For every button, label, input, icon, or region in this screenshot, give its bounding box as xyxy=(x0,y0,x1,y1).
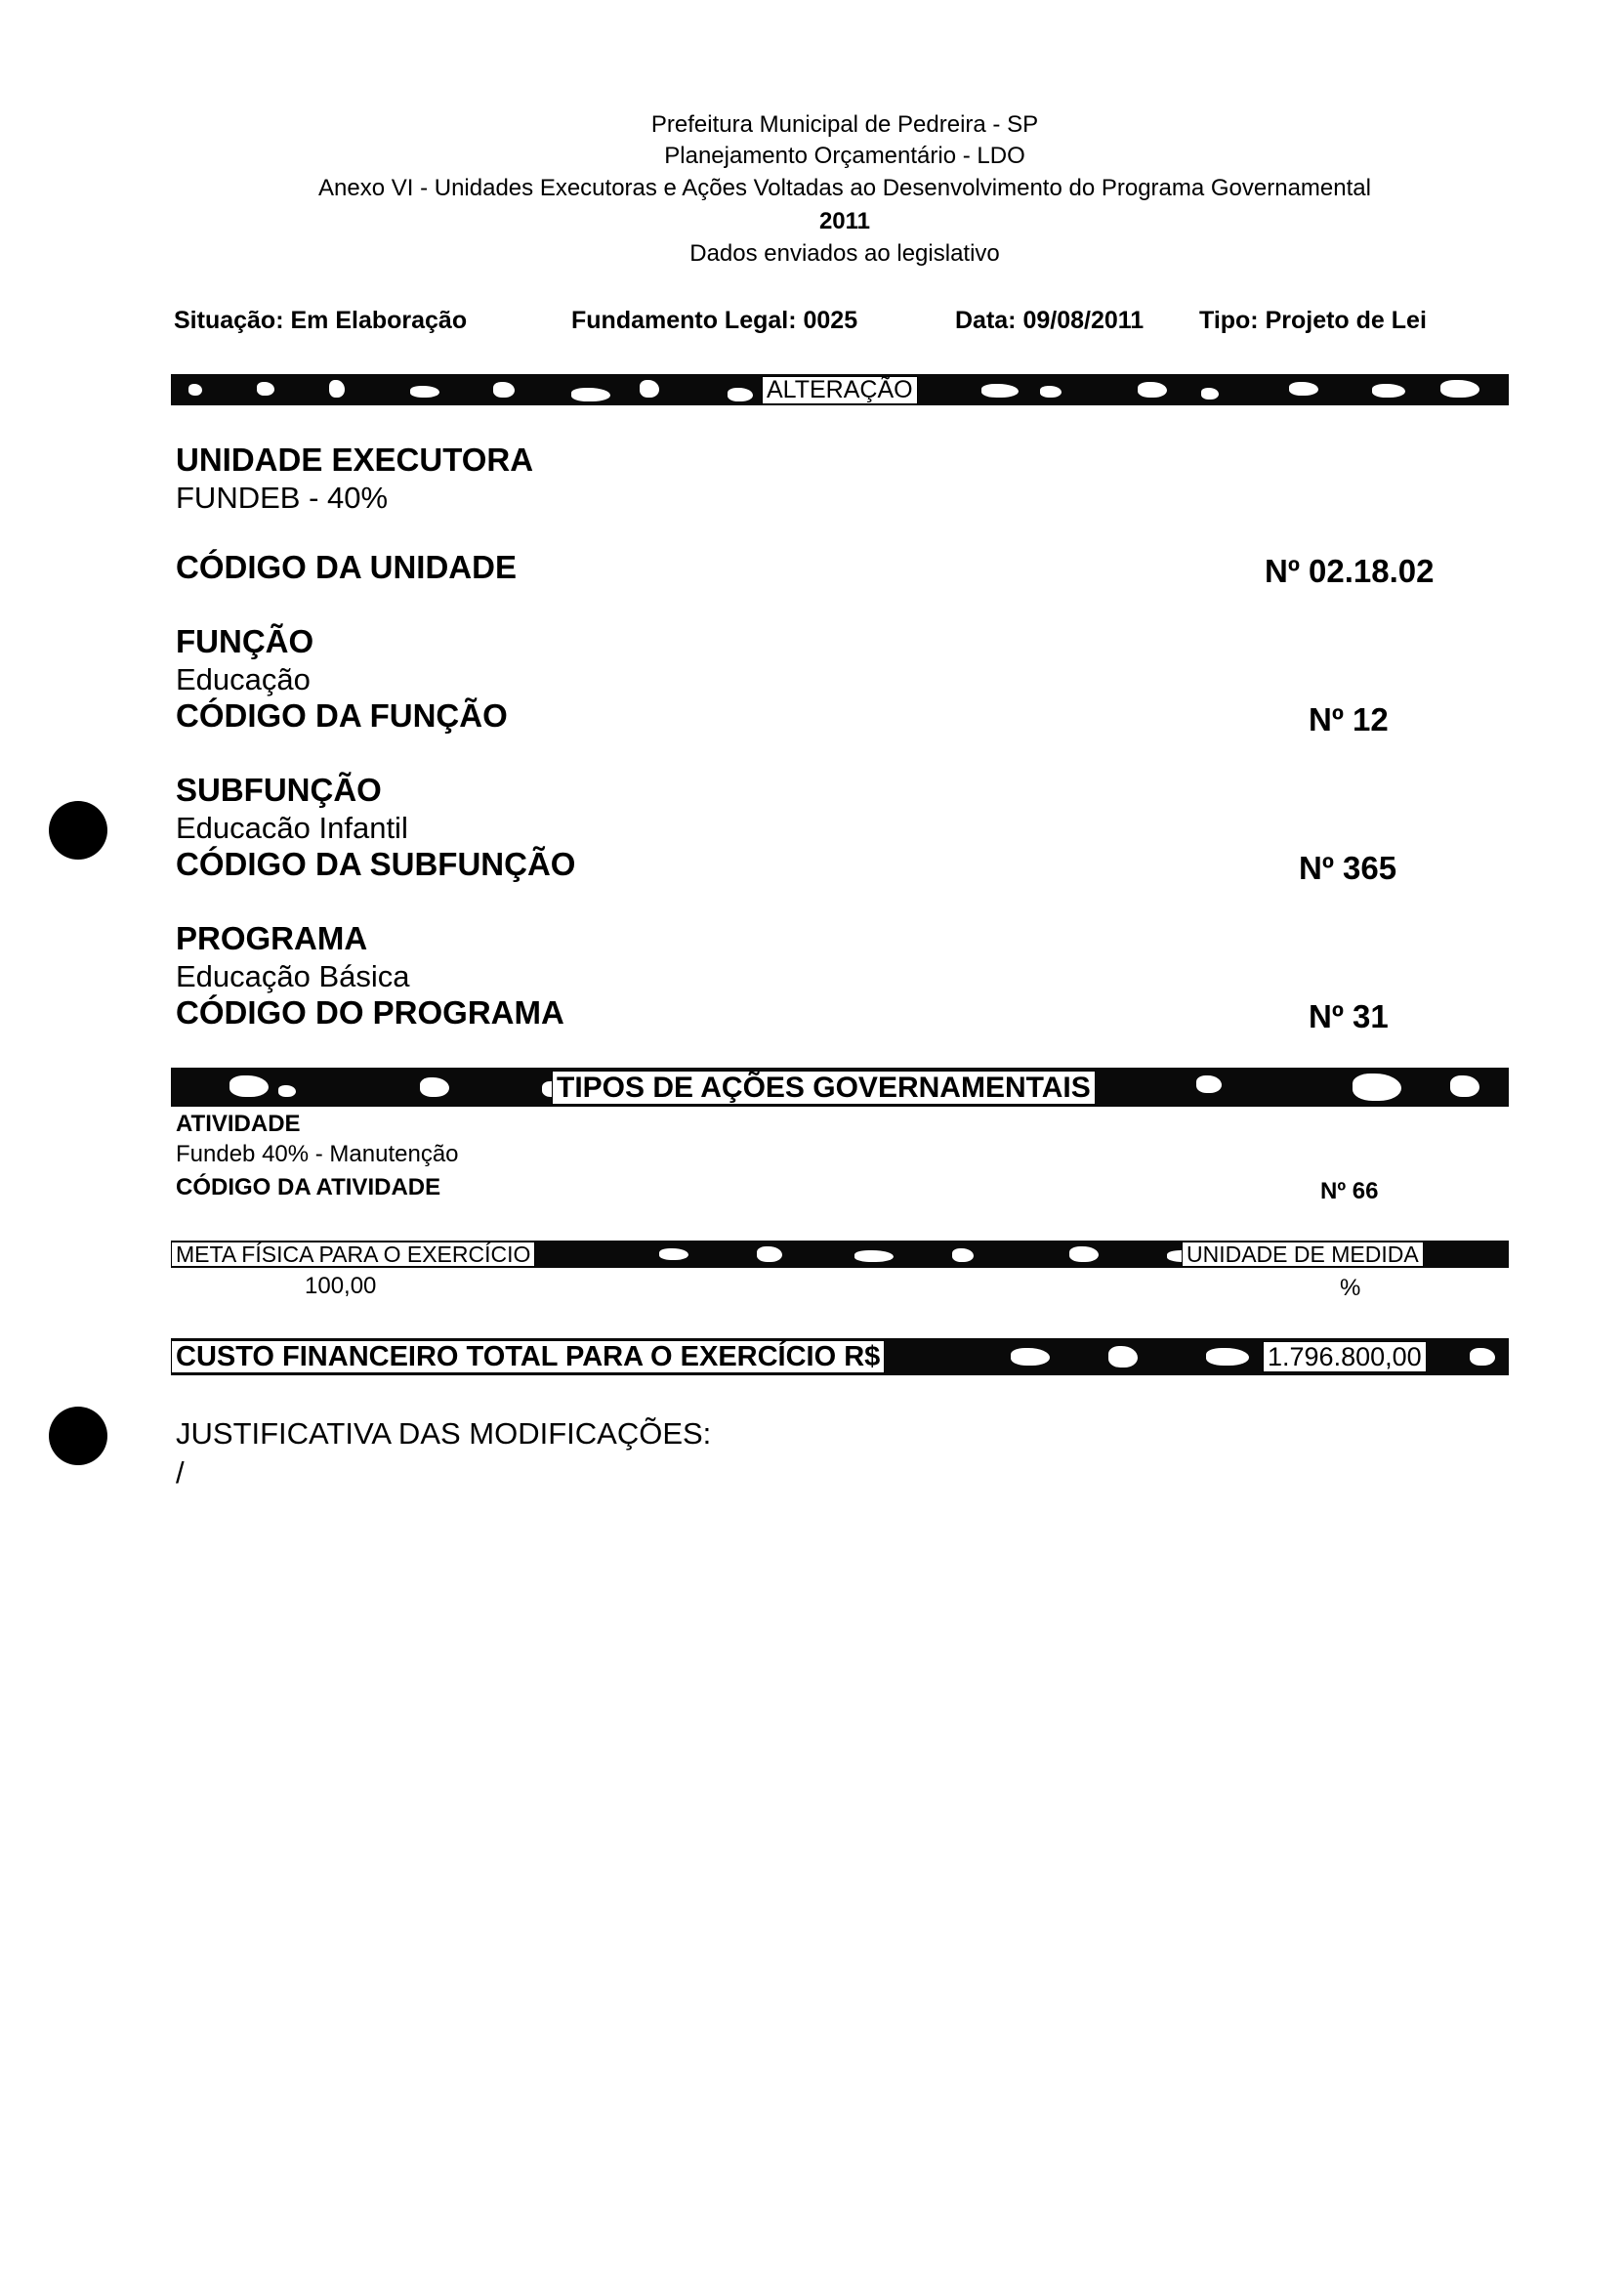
meta-fisica-label: META FÍSICA PARA O EXERCÍCIO xyxy=(171,1242,535,1267)
unidade-executora-value: FUNDEB - 40% xyxy=(176,481,389,515)
header-annex: Anexo VI - Unidades Executoras e Ações Voltadas ao Desenvolvimento do Programa Governamental xyxy=(318,175,1371,201)
codigo-atividade-heading: CÓDIGO DA ATIVIDADE xyxy=(176,1174,441,1200)
custo-financeiro-bar xyxy=(171,1338,1509,1375)
punch-hole-bottom xyxy=(49,1407,107,1465)
tipo: Tipo: Projeto de Lei xyxy=(1199,307,1427,334)
alteracao-label: ALTERAÇÃO xyxy=(762,376,918,404)
atividade-value: Fundeb 40% - Manutenção xyxy=(176,1141,459,1167)
codigo-unidade-heading: CÓDIGO DA UNIDADE xyxy=(176,549,517,585)
unidade-medida-label: UNIDADE DE MEDIDA xyxy=(1182,1242,1424,1267)
codigo-unidade-value: Nº 02.18.02 xyxy=(1265,553,1435,589)
meta-fisica-value: 100,00 xyxy=(305,1273,377,1299)
programa-value: Educação Básica xyxy=(176,959,410,993)
tipos-acoes-label: TIPOS DE AÇÕES GOVERNAMENTAIS xyxy=(552,1071,1096,1105)
header-year: 2011 xyxy=(818,208,871,234)
subfuncao-heading: SUBFUNÇÃO xyxy=(176,772,382,808)
custo-financeiro-label: CUSTO FINANCEIRO TOTAL PARA O EXERCÍCIO R$ xyxy=(171,1340,885,1373)
codigo-subfuncao-heading: CÓDIGO DA SUBFUNÇÃO xyxy=(176,846,576,882)
situacao: Situação: Em Elaboração xyxy=(174,307,468,334)
funcao-value: Educação xyxy=(176,662,311,696)
punch-hole-top xyxy=(49,801,107,860)
codigo-programa-heading: CÓDIGO DO PROGRAMA xyxy=(176,994,564,1031)
atividade-heading: ATIVIDADE xyxy=(176,1111,301,1137)
custo-financeiro-value: 1.796.800,00 xyxy=(1263,1341,1427,1372)
codigo-atividade-value: Nº 66 xyxy=(1320,1178,1379,1204)
tipos-acoes-bar xyxy=(171,1068,1509,1107)
justificativa-heading: JUSTIFICATIVA DAS MODIFICAÇÕES: xyxy=(176,1416,712,1451)
unidade-executora-heading: UNIDADE EXECUTORA xyxy=(176,442,534,478)
subfuncao-value: Educacão Infantil xyxy=(176,811,408,845)
fundamento-legal: Fundamento Legal: 0025 xyxy=(571,307,858,334)
codigo-programa-value: Nº 31 xyxy=(1309,998,1389,1034)
justificativa-text: / xyxy=(176,1455,185,1490)
programa-heading: PROGRAMA xyxy=(176,920,368,956)
header-planning: Planejamento Orçamentário - LDO xyxy=(664,143,1025,169)
data: Data: 09/08/2011 xyxy=(955,307,1145,334)
funcao-heading: FUNÇÃO xyxy=(176,623,314,659)
meta-fisica-bar xyxy=(171,1241,1509,1268)
header-sent: Dados enviados ao legislativo xyxy=(689,240,1000,267)
header-municipality: Prefeitura Municipal de Pedreira - SP xyxy=(650,111,1039,138)
codigo-funcao-value: Nº 12 xyxy=(1309,701,1389,737)
codigo-subfuncao-value: Nº 365 xyxy=(1299,850,1397,886)
unidade-medida-value: % xyxy=(1340,1275,1361,1301)
alteracao-bar xyxy=(171,374,1509,405)
codigo-funcao-heading: CÓDIGO DA FUNÇÃO xyxy=(176,697,508,734)
